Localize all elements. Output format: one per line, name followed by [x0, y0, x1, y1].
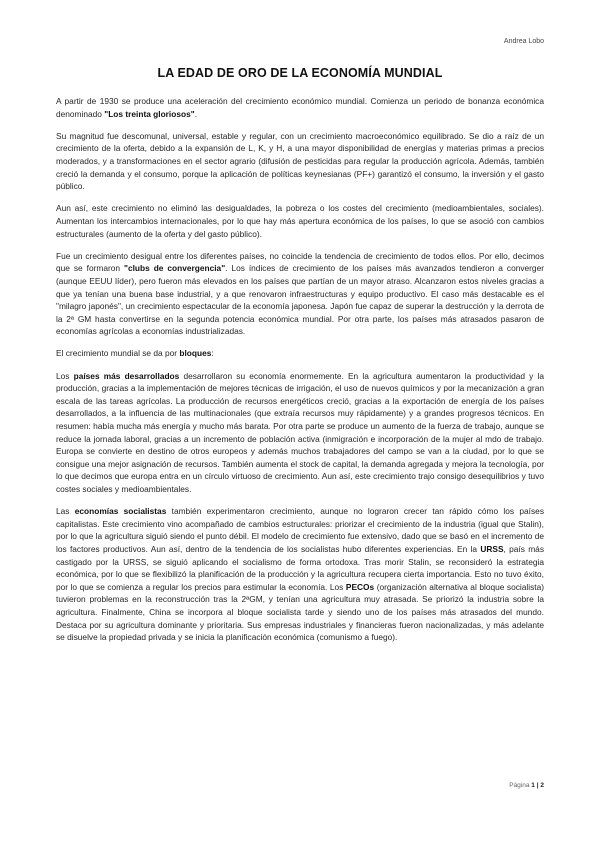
- bold-term: economías socialistas: [74, 506, 167, 517]
- page-number: Página 1 | 2: [509, 782, 544, 789]
- paragraph-developed-countries: Los países más desarrollados desarrollaron su economía enormemente. En la agricultura aumentaron la productividad y la producción, gracias a la implementación de mejores técnicas de irrigación, el uso de nuevos químicos y por la mecanización a gran escala de las tareas agrícolas. La producción de recursos energéticos creció, gracias a la exportación de energía de los países desarrollados, a la influencia de las multinacionales (que extraía recursos muy rápidamente) y a grandes progresos técnicos. En resumen: había mucha más energía y mucho más barata. Por otra parte se produce un aumento de la fuerza de trabajo, aunque se reduce la jornada laboral, gracias a un incremento de población activa (inmigración e incorporación de la mujer al mdo de trabajo. Europa se convierte en destino de otros europeos y además muchos trabajadores del campo se van a la ciudad, por lo que se consigue una mejor asignación de recursos. También aumenta el stock de capital, la demanda agregada y mejora la tecnología, por lo que decimos que europa entra en un círculo virtuoso de crecimiento. Aun así, este crecimiento trajo consigo desequilibrios y tuvo costes sociales y medioambientales.: [56, 370, 544, 494]
- paragraph-convergence: Fue un crecimiento desigual entre los diferentes países, no coincide la tendencia de crecimiento de todos ellos. Por ello, decimos que se formaron "clubs de convergencia". Los índices de crecimiento de los países más avanzados tendieron a converger (aunque EEUU líder), pero fueron más elevados en los países que partían de un mayor atraso. Alcanzaron estos niveles gracias a que ya tenían una buena base industrial, y a que renovaron infraestructuras y equipo productivo. El caso más destacable es el "milagro japonés", un crecimiento espectacular de la economía japonesa. Japón fue capaz de superar la destrucción y la derrota de la 2ª GM hasta convertirse en la segunda potencia económica mundial. Por otra parte, los países más atrasados pasaron de economías agrícolas a economías industrializadas.: [56, 250, 544, 337]
- paragraph-blocks: El crecimiento mundial se da por bloques:: [56, 348, 214, 359]
- paragraph-intro: A partir de 1930 se produce una aceleración del crecimiento económico mundial. Comienza un periodo de bonanza económica denominado "Los treinta gloriosos".: [56, 96, 544, 119]
- bold-term: "clubs de convergencia": [124, 263, 226, 274]
- bold-term: PECOs: [345, 581, 375, 592]
- paragraph-socialist-economies: Las economías socialistas también experimentaron crecimiento, aunque no lograron crecer tan rápido cómo los países capitalistas. Este crecimiento vino acompañado de cambios estructurales: priorizar el crecimiento de la industria (igual que Stalin), por lo que la agricultura siguió siendo el punto débil. El modelo de crecimiento fue extensivo, dado que se basó en el incremento de los factores productivos. Aun así, dentro de la tendencia de los socialistas hubo diferentes experiencias. En la URSS, país más castigado por la URSS, se siguió aplicando el socialismo de forma ortodoxa. Tras morir Stalin, se reconsideró la estrategia económica, por lo que se flexibilizó la planificación de la producción y la agricultura recupera cierta importancia. Esto no tuvo éxito, por lo que se comienza a regular los precios para estimular la economía. Los PECOs (organización alternativa al bloque socialista) tuvieron problemas en la reconstrucción tras la 2ªGM, y tenían una agricultura muy atrasada. Se priorizó la industria sobre la agricultura. Finalmente, China se incorpora al bloque socialista tarde y siendo uno de los países más atrasados del mundo. Destaca por su agricultura dominante y prioritaria. Sus empresas industriales y financieras fueron nacionalizadas, y más adelante se disuelve la propiedad privada y se inicia la planificación económica (comunismo a fuego).: [56, 506, 544, 643]
- bold-term: "Los treinta gloriosos": [104, 108, 195, 119]
- page-title: LA EDAD DE ORO DE LA ECONOMÍA MUNDIAL: [157, 66, 443, 80]
- paragraph-inequality: Aun así, este crecimiento no eliminó las desigualdades, la pobreza o los costes del crecimiento (medioambientales, sociales). Aumentan los intercambios internacionales, por lo que hay más apertura económica de los países, lo que se asoció con cambios estructurales (aumento de la oferta y del gasto público).: [56, 203, 544, 239]
- document-body: [56, 95, 544, 653]
- bold-term: URSS: [480, 543, 504, 554]
- bold-term: bloques: [179, 348, 212, 359]
- bold-term: países más desarrollados: [73, 370, 180, 381]
- header-author: Andrea Lobo: [503, 38, 544, 45]
- paragraph-magnitude: Su magnitud fue descomunal, universal, estable y regular, con un crecimiento macroeconómico equilibrado. Se dio a raíz de un crecimiento de la oferta, debido a la expansión de L, K, y H, a una mayor disponibilidad de energías y materias primas a precios moderados, y a transformaciones en el sector agrario (difusión de pesticidas para regular la producción agrícola. Además, también creció la demanda y el consumo, porque la aplicación de políticas keynesianas (PF+) garantizó el consumo, la inversión y el gasto público.: [56, 130, 544, 192]
